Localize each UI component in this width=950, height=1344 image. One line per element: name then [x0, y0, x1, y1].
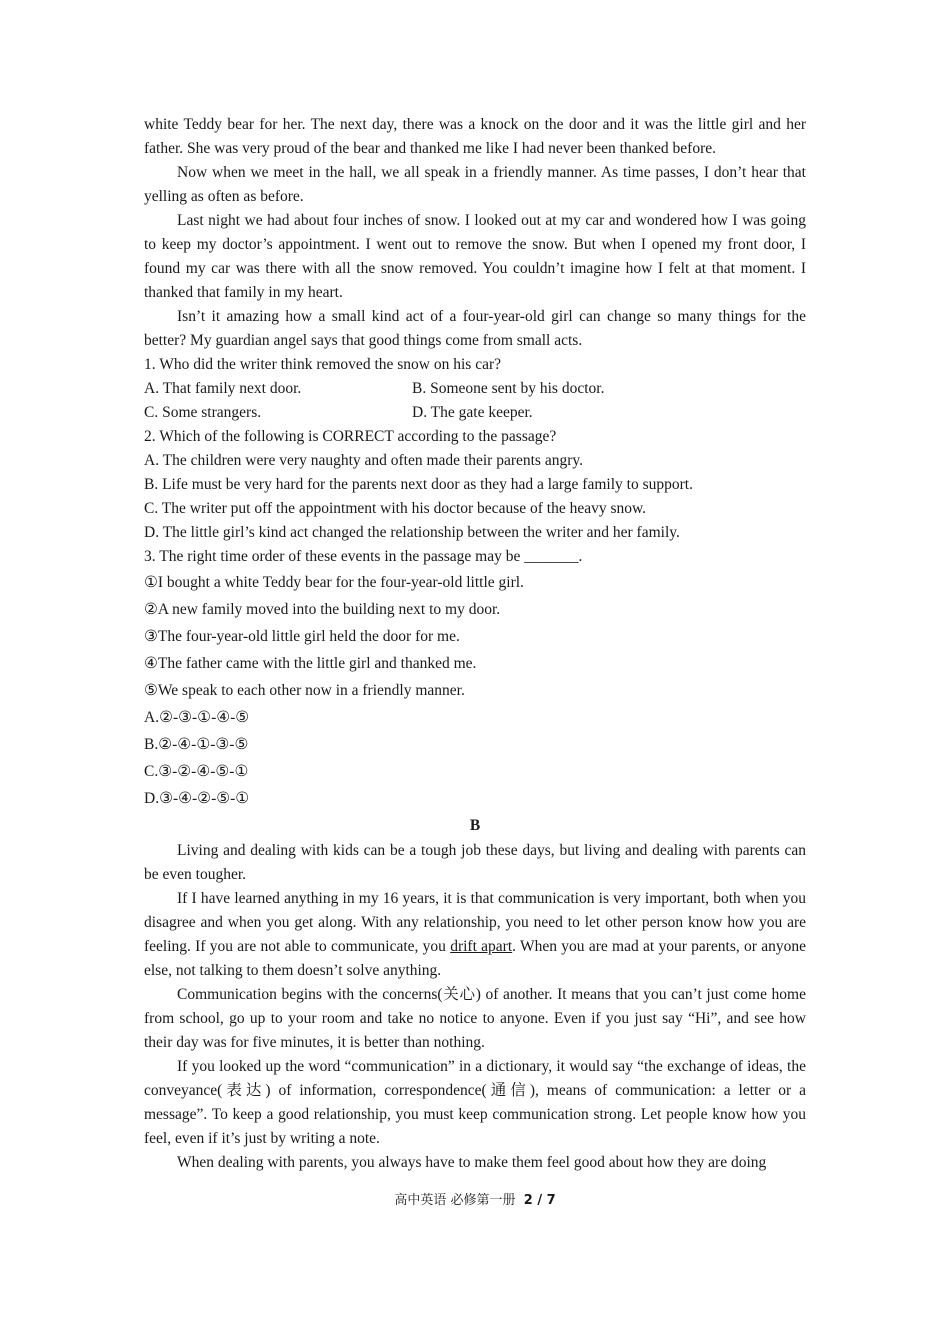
option-b: B. Life must be very hard for the parents next door as they had a large family to support. — [144, 476, 693, 493]
option-d: D. The little girl’s kind act changed the relationship between the writer and her family. — [144, 524, 680, 541]
question-3 — [144, 545, 806, 812]
passage-a-paragraph: Isn’t it amazing how a small kind act of a four-year-old girl can change so many things for the better? My guardian angel says that good things come from small acts. — [144, 308, 806, 349]
question-stem: 2. Which of the following is CORRECT according to the passage? — [144, 428, 557, 445]
question-stem: 1. Who did the writer think removed the snow on his car? — [144, 356, 501, 373]
page-footer — [0, 1192, 950, 1210]
event-item: ③The four-year-old little girl held the door for me. — [144, 628, 460, 645]
section-heading-b: B — [469, 817, 481, 834]
passage-b-paragraph: Communication begins with the concerns(关心) of another. It means that you can’t just come home from school, go up to your room and take no notice to anyone. Even if you just say “Hi”, and see how their day was for five minutes, it is better than nothing. — [144, 986, 806, 1051]
option-a: A. That family next door. — [144, 380, 302, 397]
option-a: A. The children were very naughty and often made their parents angry. — [144, 452, 584, 469]
underlined-phrase: drift apart — [450, 938, 513, 955]
document-page — [144, 113, 806, 1175]
option-d: D. The gate keeper. — [412, 404, 533, 421]
option-b: B. Someone sent by his doctor. — [412, 380, 605, 397]
footer-page-number: 2 / 7 — [523, 1193, 556, 1208]
option-c: C. The writer put off the appointment with his doctor because of the heavy snow. — [144, 500, 647, 517]
question-2 — [144, 425, 806, 545]
option-c: C. Some strangers. — [144, 404, 262, 421]
passage-b-paragraph: Living and dealing with kids can be a tough job these days, but living and dealing with parents can be even tougher. — [144, 842, 806, 883]
option-a: A.②-③-①-④-⑤ — [144, 709, 250, 726]
option-b: B.②-④-①-③-⑤ — [144, 736, 249, 753]
event-item: ②A new family moved into the building next to my door. — [144, 601, 501, 618]
footer-book-title: 高中英语 必修第一册 — [394, 1193, 516, 1208]
passage-b-paragraph — [144, 887, 806, 983]
question-stem: 3. The right time order of these events in the passage may be _______. — [144, 548, 583, 565]
event-item: ⑤We speak to each other now in a friendly manner. — [144, 682, 465, 699]
passage-b-paragraph: If you looked up the word “communication” in a dictionary, it would say “the exchange of ideas, the conveyance(表达) of information, correspondence(通信), means of communication: a letter or a message”. To keep a good relationship, you must keep communication strong. Let people know how you feel, even if it’s just by writing a note. — [144, 1058, 806, 1147]
passage-a-paragraph: white Teddy bear for her. The next day, there was a knock on the door and it was the little girl and her father. She was very proud of the bear and thanked me like I had never been thanked before. — [144, 116, 806, 157]
passage-b-paragraph: When dealing with parents, you always have to make them feel good about how they are doing — [177, 1154, 767, 1171]
paragraph-text: If I have learned anything in my 16 years, it is that communication is very important, both when you disagree and when you get along. With any relationship, you need to let other person know how you are feeling. If you are not able to communicate, you — [144, 890, 806, 955]
paragraph-text: . When you are mad at your parents, or anyone else, not talking to them doesn’t solve anything. — [144, 938, 806, 979]
passage-a-paragraph: Last night we had about four inches of snow. I looked out at my car and wondered how I was going to keep my doctor’s appointment. I went out to remove the snow. But when I opened my front door, I found my car was there with all the snow removed. You couldn’t imagine how I felt at that moment. I thanked that family in my heart. — [144, 212, 806, 301]
event-item: ①I bought a white Teddy bear for the four-year-old little girl. — [144, 574, 524, 591]
option-d: D.③-④-②-⑤-① — [144, 790, 250, 807]
option-c: C.③-②-④-⑤-① — [144, 763, 249, 780]
event-item: ④The father came with the little girl and thanked me. — [144, 655, 477, 672]
question-1 — [144, 353, 806, 425]
passage-a-paragraph: Now when we meet in the hall, we all speak in a friendly manner. As time passes, I don’t hear that yelling as often as before. — [144, 164, 806, 205]
